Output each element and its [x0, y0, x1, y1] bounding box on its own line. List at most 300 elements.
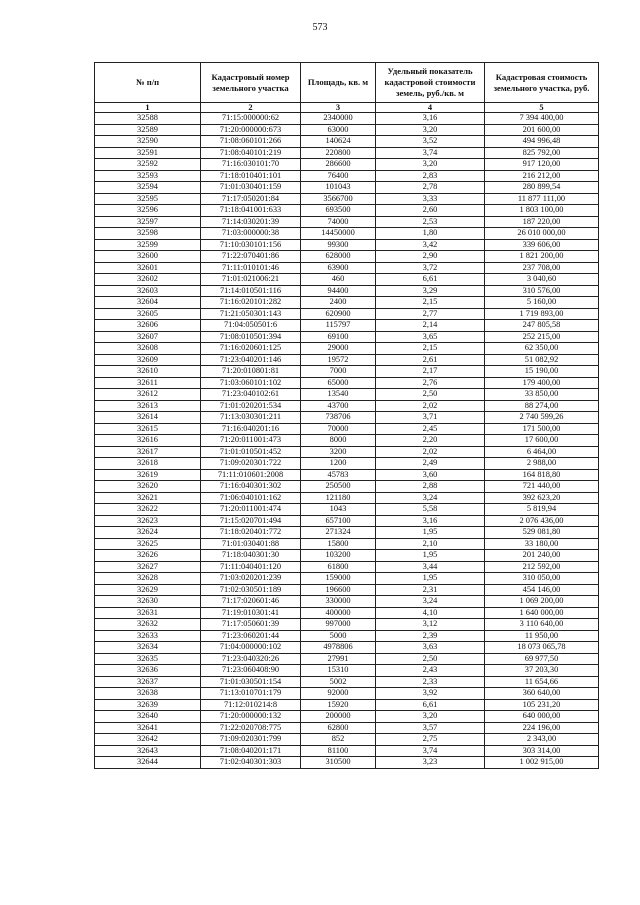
- specific-value-cell: 3,92: [376, 688, 485, 700]
- table-row: [95, 377, 599, 389]
- row-number-cell: 32636: [95, 665, 201, 677]
- area-cell: 19572: [301, 354, 376, 366]
- row-number-cell: 32596: [95, 205, 201, 217]
- area-cell: 628000: [301, 251, 376, 263]
- cadastral-value-cell: 5 819,94: [485, 504, 599, 516]
- cadastral-number-cell: 71:11:010601:2008: [201, 469, 301, 481]
- cadastral-value-cell: 360 640,00: [485, 688, 599, 700]
- table-row: [95, 136, 599, 148]
- area-cell: 121180: [301, 492, 376, 504]
- row-number-cell: 32627: [95, 561, 201, 573]
- area-cell: 99300: [301, 239, 376, 251]
- specific-value-cell: 3,60: [376, 469, 485, 481]
- row-number-cell: 32603: [95, 285, 201, 297]
- cadastral-value-cell: 237 708,00: [485, 262, 599, 274]
- table-row: [95, 722, 599, 734]
- cadastral-number-cell: 71:04:000000:102: [201, 642, 301, 654]
- row-number-cell: 32640: [95, 711, 201, 723]
- table-row: [95, 412, 599, 424]
- row-number-cell: 32599: [95, 239, 201, 251]
- table-row: [95, 653, 599, 665]
- row-number-cell: 32617: [95, 446, 201, 458]
- cadastral-value-cell: 179 400,00: [485, 377, 599, 389]
- row-number-cell: 32622: [95, 504, 201, 516]
- row-number-cell: 32590: [95, 136, 201, 148]
- specific-value-cell: 2,78: [376, 182, 485, 194]
- table-row: [95, 584, 599, 596]
- row-number-cell: 32618: [95, 458, 201, 470]
- table-row: [95, 676, 599, 688]
- table-row: [95, 688, 599, 700]
- row-number-cell: 32638: [95, 688, 201, 700]
- specific-value-cell: 2,60: [376, 205, 485, 217]
- specific-value-cell: 2,53: [376, 216, 485, 228]
- cadastral-value-table: [94, 62, 599, 769]
- table-row: [95, 423, 599, 435]
- column-number: 2: [201, 103, 301, 113]
- cadastral-value-cell: 310 050,00: [485, 573, 599, 585]
- table-row: [95, 124, 599, 136]
- table-row: [95, 182, 599, 194]
- cadastral-number-cell: 71:02:030501:189: [201, 584, 301, 596]
- cadastral-value-cell: 26 010 000,00: [485, 228, 599, 240]
- cadastral-value-cell: 280 899,54: [485, 182, 599, 194]
- row-number-cell: 32609: [95, 354, 201, 366]
- specific-value-cell: 1,95: [376, 527, 485, 539]
- specific-value-cell: 2,49: [376, 458, 485, 470]
- table-row: [95, 711, 599, 723]
- cadastral-value-cell: 69 977,50: [485, 653, 599, 665]
- specific-value-cell: 2,15: [376, 297, 485, 309]
- specific-value-cell: 1,80: [376, 228, 485, 240]
- cadastral-value-cell: 1 821 200,00: [485, 251, 599, 263]
- cadastral-value-cell: 247 805,58: [485, 320, 599, 332]
- cadastral-value-cell: 37 203,30: [485, 665, 599, 677]
- table-row: [95, 515, 599, 527]
- row-number-cell: 32623: [95, 515, 201, 527]
- area-cell: 200000: [301, 711, 376, 723]
- row-number-cell: 32595: [95, 193, 201, 205]
- cadastral-number-cell: 71:01:030401:159: [201, 182, 301, 194]
- cadastral-value-cell: 216 212,00: [485, 170, 599, 182]
- area-cell: 74000: [301, 216, 376, 228]
- table-row: [95, 297, 599, 309]
- specific-value-cell: 4,10: [376, 607, 485, 619]
- table-row: [95, 228, 599, 240]
- cadastral-value-cell: 392 623,20: [485, 492, 599, 504]
- column-number: 3: [301, 103, 376, 113]
- specific-value-cell: 3,71: [376, 412, 485, 424]
- area-cell: 330000: [301, 596, 376, 608]
- specific-value-cell: 1,95: [376, 550, 485, 562]
- specific-value-cell: 1,95: [376, 573, 485, 585]
- area-cell: 220800: [301, 147, 376, 159]
- table-row: [95, 596, 599, 608]
- specific-value-cell: 3,20: [376, 124, 485, 136]
- specific-value-cell: 2,77: [376, 308, 485, 320]
- area-cell: 159000: [301, 573, 376, 585]
- cadastral-number-cell: 71:03:000000:38: [201, 228, 301, 240]
- table-row: [95, 239, 599, 251]
- row-number-cell: 32600: [95, 251, 201, 263]
- cadastral-value-cell: 164 818,80: [485, 469, 599, 481]
- specific-value-cell: 2,50: [376, 389, 485, 401]
- table-row: [95, 331, 599, 343]
- row-number-cell: 32615: [95, 423, 201, 435]
- area-cell: 620900: [301, 308, 376, 320]
- row-number-cell: 32619: [95, 469, 201, 481]
- table-row: [95, 308, 599, 320]
- cadastral-number-cell: 71:06:040101:162: [201, 492, 301, 504]
- cadastral-number-cell: 71:02:040301:303: [201, 757, 301, 769]
- area-cell: 15800: [301, 538, 376, 550]
- table-row: [95, 446, 599, 458]
- cadastral-value-cell: 1 002 915,00: [485, 757, 599, 769]
- specific-value-cell: 3,24: [376, 492, 485, 504]
- specific-value-cell: 2,75: [376, 734, 485, 746]
- table-row: [95, 147, 599, 159]
- cadastral-number-cell: 71:11:040401:120: [201, 561, 301, 573]
- area-cell: 286600: [301, 159, 376, 171]
- area-cell: 92000: [301, 688, 376, 700]
- row-number-cell: 32639: [95, 699, 201, 711]
- cadastral-value-cell: 7 394 400,00: [485, 113, 599, 125]
- cadastral-number-cell: 71:11:010101:46: [201, 262, 301, 274]
- cadastral-number-cell: 71:15:020701:494: [201, 515, 301, 527]
- row-number-cell: 32630: [95, 596, 201, 608]
- specific-value-cell: 2,43: [376, 665, 485, 677]
- cadastral-value-cell: 224 196,00: [485, 722, 599, 734]
- area-cell: 140624: [301, 136, 376, 148]
- area-cell: 4978806: [301, 642, 376, 654]
- row-number-cell: 32611: [95, 377, 201, 389]
- row-number-cell: 32607: [95, 331, 201, 343]
- cadastral-value-cell: 3 110 640,00: [485, 619, 599, 631]
- specific-value-cell: 2,20: [376, 435, 485, 447]
- specific-value-cell: 3,29: [376, 285, 485, 297]
- specific-value-cell: 2,76: [376, 377, 485, 389]
- row-number-cell: 32602: [95, 274, 201, 286]
- cadastral-number-cell: 71:23:040320:26: [201, 653, 301, 665]
- specific-value-cell: 3,44: [376, 561, 485, 573]
- area-cell: 76400: [301, 170, 376, 182]
- cadastral-value-cell: 529 081,80: [485, 527, 599, 539]
- area-cell: 1200: [301, 458, 376, 470]
- cadastral-number-cell: 71:20:000000:132: [201, 711, 301, 723]
- cadastral-value-cell: 105 231,20: [485, 699, 599, 711]
- row-number-cell: 32616: [95, 435, 201, 447]
- area-cell: 271324: [301, 527, 376, 539]
- table-row: [95, 251, 599, 263]
- area-cell: 310500: [301, 757, 376, 769]
- header-cadastral-value: Кадастровая стоимость земельного участка, руб.: [485, 63, 599, 103]
- cadastral-number-cell: 71:20:000000:673: [201, 124, 301, 136]
- row-number-cell: 32598: [95, 228, 201, 240]
- table-row: [95, 170, 599, 182]
- cadastral-value-cell: 11 654,66: [485, 676, 599, 688]
- specific-value-cell: 3,24: [376, 596, 485, 608]
- specific-value-cell: 3,42: [376, 239, 485, 251]
- table-row: [95, 504, 599, 516]
- row-number-cell: 32592: [95, 159, 201, 171]
- row-number-cell: 32591: [95, 147, 201, 159]
- cadastral-value-cell: 62 350,00: [485, 343, 599, 355]
- area-cell: 45783: [301, 469, 376, 481]
- area-cell: 460: [301, 274, 376, 286]
- cadastral-number-cell: 71:08:010501:394: [201, 331, 301, 343]
- specific-value-cell: 3,20: [376, 711, 485, 723]
- area-cell: 69100: [301, 331, 376, 343]
- area-cell: 61800: [301, 561, 376, 573]
- specific-value-cell: 2,14: [376, 320, 485, 332]
- cadastral-number-cell: 71:17:050201:84: [201, 193, 301, 205]
- row-number-cell: 32644: [95, 757, 201, 769]
- area-cell: 63000: [301, 124, 376, 136]
- table-row: [95, 630, 599, 642]
- cadastral-value-cell: 494 996,48: [485, 136, 599, 148]
- cadastral-value-cell: 51 082,92: [485, 354, 599, 366]
- table-row: [95, 262, 599, 274]
- cadastral-value-cell: 201 240,00: [485, 550, 599, 562]
- cadastral-number-cell: 71:01:010501:452: [201, 446, 301, 458]
- area-cell: 15920: [301, 699, 376, 711]
- specific-value-cell: 2,39: [376, 630, 485, 642]
- specific-value-cell: 5,58: [376, 504, 485, 516]
- table-row: [95, 699, 599, 711]
- area-cell: 657100: [301, 515, 376, 527]
- specific-value-cell: 3,16: [376, 515, 485, 527]
- table-row: [95, 389, 599, 401]
- table-row: [95, 573, 599, 585]
- cadastral-number-cell: 71:23:040102:61: [201, 389, 301, 401]
- row-number-cell: 32632: [95, 619, 201, 631]
- table-row: [95, 619, 599, 631]
- cadastral-value-cell: 33 850,00: [485, 389, 599, 401]
- table-row: [95, 354, 599, 366]
- area-cell: 3566700: [301, 193, 376, 205]
- area-cell: 1043: [301, 504, 376, 516]
- row-number-cell: 32621: [95, 492, 201, 504]
- cadastral-number-cell: 71:16:020601:125: [201, 343, 301, 355]
- cadastral-number-cell: 71:09:020301:722: [201, 458, 301, 470]
- cadastral-number-cell: 71:01:030501:154: [201, 676, 301, 688]
- cadastral-number-cell: 71:01:020201:534: [201, 400, 301, 412]
- table-row: [95, 216, 599, 228]
- area-cell: 7000: [301, 366, 376, 378]
- table-row: [95, 343, 599, 355]
- cadastral-number-cell: 71:09:020301:799: [201, 734, 301, 746]
- row-number-cell: 32606: [95, 320, 201, 332]
- specific-value-cell: 6,61: [376, 699, 485, 711]
- specific-value-cell: 3,33: [376, 193, 485, 205]
- area-cell: 81100: [301, 745, 376, 757]
- cadastral-value-cell: 6 464,00: [485, 446, 599, 458]
- table-row: [95, 274, 599, 286]
- cadastral-value-cell: 1 069 200,00: [485, 596, 599, 608]
- row-number-cell: 32588: [95, 113, 201, 125]
- cadastral-value-cell: 11 877 111,00: [485, 193, 599, 205]
- cadastral-number-cell: 71:18:040301:30: [201, 550, 301, 562]
- cadastral-number-cell: 71:23:060408:90: [201, 665, 301, 677]
- cadastral-number-cell: 71:20:010801:81: [201, 366, 301, 378]
- column-number: 1: [95, 103, 201, 113]
- specific-value-cell: 3,23: [376, 757, 485, 769]
- cadastral-number-cell: 71:14:030201:39: [201, 216, 301, 228]
- cadastral-value-cell: 2 740 599,26: [485, 412, 599, 424]
- cadastral-value-cell: 11 950,00: [485, 630, 599, 642]
- header-area: Площадь, кв. м: [301, 63, 376, 103]
- area-cell: 63900: [301, 262, 376, 274]
- cadastral-number-cell: 71:03:020201:239: [201, 573, 301, 585]
- cadastral-number-cell: 71:03:060101:102: [201, 377, 301, 389]
- cadastral-number-cell: 71:23:040201:146: [201, 354, 301, 366]
- row-number-cell: 32637: [95, 676, 201, 688]
- table-row: [95, 561, 599, 573]
- table-row: [95, 458, 599, 470]
- cadastral-number-cell: 71:16:040201:16: [201, 423, 301, 435]
- cadastral-value-cell: 1 803 100,00: [485, 205, 599, 217]
- cadastral-number-cell: 71:08:040201:171: [201, 745, 301, 757]
- row-number-cell: 32613: [95, 400, 201, 412]
- cadastral-value-cell: 33 180,00: [485, 538, 599, 550]
- specific-value-cell: 3,74: [376, 745, 485, 757]
- area-cell: 3200: [301, 446, 376, 458]
- cadastral-number-cell: 71:16:020101:282: [201, 297, 301, 309]
- area-cell: 43700: [301, 400, 376, 412]
- specific-value-cell: 2,50: [376, 653, 485, 665]
- row-number-cell: 32604: [95, 297, 201, 309]
- cadastral-number-cell: 71:17:050601:39: [201, 619, 301, 631]
- row-number-cell: 32610: [95, 366, 201, 378]
- area-cell: 250500: [301, 481, 376, 493]
- cadastral-number-cell: 71:21:050301:143: [201, 308, 301, 320]
- cadastral-number-cell: 71:13:030301:211: [201, 412, 301, 424]
- cadastral-value-cell: 721 440,00: [485, 481, 599, 493]
- area-cell: 15310: [301, 665, 376, 677]
- specific-value-cell: 3,74: [376, 147, 485, 159]
- table-row: [95, 159, 599, 171]
- table-row: [95, 527, 599, 539]
- cadastral-value-cell: 88 274,00: [485, 400, 599, 412]
- row-number-cell: 32614: [95, 412, 201, 424]
- specific-value-cell: 2,10: [376, 538, 485, 550]
- area-cell: 62800: [301, 722, 376, 734]
- row-number-cell: 32641: [95, 722, 201, 734]
- specific-value-cell: 2,88: [376, 481, 485, 493]
- cadastral-number-cell: 71:12:010214:8: [201, 699, 301, 711]
- row-number-cell: 32620: [95, 481, 201, 493]
- area-cell: 5002: [301, 676, 376, 688]
- cadastral-value-cell: 17 600,00: [485, 435, 599, 447]
- cadastral-value-cell: 5 160,00: [485, 297, 599, 309]
- table-row: [95, 607, 599, 619]
- row-number-cell: 32629: [95, 584, 201, 596]
- table-row: [95, 205, 599, 217]
- table-row: [95, 642, 599, 654]
- table-row: [95, 469, 599, 481]
- row-number-cell: 32605: [95, 308, 201, 320]
- row-number-cell: 32626: [95, 550, 201, 562]
- row-number-cell: 32633: [95, 630, 201, 642]
- row-number-cell: 32631: [95, 607, 201, 619]
- specific-value-cell: 2,31: [376, 584, 485, 596]
- table-row: [95, 320, 599, 332]
- cadastral-number-cell: 71:16:040301:302: [201, 481, 301, 493]
- cadastral-number-cell: 71:08:060101:266: [201, 136, 301, 148]
- table-header-row: [95, 63, 599, 103]
- specific-value-cell: 2,02: [376, 446, 485, 458]
- header-row-number: № п/п: [95, 63, 201, 103]
- area-cell: 738706: [301, 412, 376, 424]
- area-cell: 70000: [301, 423, 376, 435]
- cadastral-value-cell: 303 314,00: [485, 745, 599, 757]
- header-specific-value: Удельный показатель кадастровой стоимости земель, руб./кв. м: [376, 63, 485, 103]
- area-cell: 2400: [301, 297, 376, 309]
- specific-value-cell: 2,83: [376, 170, 485, 182]
- cadastral-value-cell: 212 592,00: [485, 561, 599, 573]
- row-number-cell: 32635: [95, 653, 201, 665]
- row-number-cell: 32608: [95, 343, 201, 355]
- specific-value-cell: 6,61: [376, 274, 485, 286]
- column-number-row: [95, 103, 599, 113]
- specific-value-cell: 3,57: [376, 722, 485, 734]
- area-cell: 196600: [301, 584, 376, 596]
- table-row: [95, 193, 599, 205]
- cadastral-number-cell: 71:01:021006:21: [201, 274, 301, 286]
- cadastral-value-cell: 2 076 436,00: [485, 515, 599, 527]
- area-cell: 14450000: [301, 228, 376, 240]
- area-cell: 65000: [301, 377, 376, 389]
- cadastral-value-cell: 2 988,00: [485, 458, 599, 470]
- row-number-cell: 32612: [95, 389, 201, 401]
- cadastral-number-cell: 71:19:010301:41: [201, 607, 301, 619]
- cadastral-value-cell: 640 000,00: [485, 711, 599, 723]
- table-row: [95, 285, 599, 297]
- cadastral-value-cell: 1 640 000,00: [485, 607, 599, 619]
- area-cell: 101043: [301, 182, 376, 194]
- cadastral-number-cell: 71:18:010401:101: [201, 170, 301, 182]
- row-number-cell: 32643: [95, 745, 201, 757]
- cadastral-number-cell: 71:14:010501:116: [201, 285, 301, 297]
- specific-value-cell: 2,02: [376, 400, 485, 412]
- area-cell: 5000: [301, 630, 376, 642]
- specific-value-cell: 2,33: [376, 676, 485, 688]
- specific-value-cell: 2,61: [376, 354, 485, 366]
- cadastral-value-cell: 18 073 065,78: [485, 642, 599, 654]
- area-cell: 13540: [301, 389, 376, 401]
- area-cell: 852: [301, 734, 376, 746]
- cadastral-number-cell: 71:10:030101:156: [201, 239, 301, 251]
- cadastral-number-cell: 71:20:011001:473: [201, 435, 301, 447]
- cadastral-number-cell: 71:23:060201:44: [201, 630, 301, 642]
- row-number-cell: 32624: [95, 527, 201, 539]
- cadastral-value-cell: 252 215,00: [485, 331, 599, 343]
- table-row: [95, 665, 599, 677]
- area-cell: 115797: [301, 320, 376, 332]
- row-number-cell: 32634: [95, 642, 201, 654]
- cadastral-number-cell: 71:15:000000:62: [201, 113, 301, 125]
- row-number-cell: 32601: [95, 262, 201, 274]
- table-row: [95, 538, 599, 550]
- specific-value-cell: 3,72: [376, 262, 485, 274]
- area-cell: 693500: [301, 205, 376, 217]
- cadastral-value-cell: 454 146,00: [485, 584, 599, 596]
- specific-value-cell: 2,90: [376, 251, 485, 263]
- area-cell: 2340000: [301, 113, 376, 125]
- row-number-cell: 32628: [95, 573, 201, 585]
- column-number: 5: [485, 103, 599, 113]
- specific-value-cell: 2,45: [376, 423, 485, 435]
